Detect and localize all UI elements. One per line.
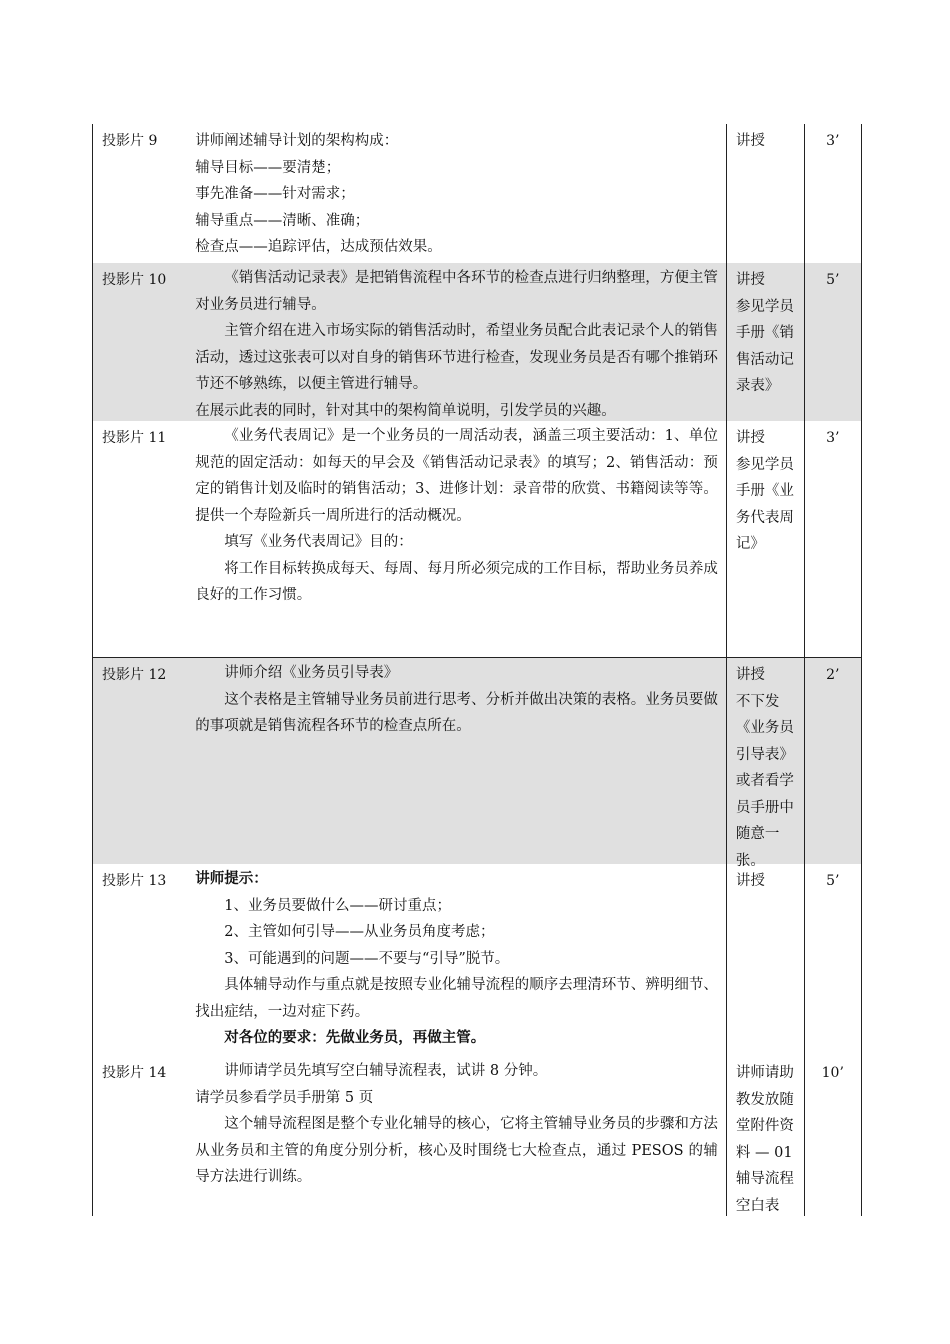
tips-heading: 讲师提示： (195, 870, 268, 887)
time-cell: 3’ (826, 133, 840, 149)
slide-label: 投影片 11 (102, 430, 167, 446)
table-row (93, 124, 861, 263)
slide-label: 投影片 14 (102, 1065, 167, 1081)
requirement-text: 对各位的要求：先做业务员，再做主管。 (224, 1029, 486, 1046)
table-row (93, 864, 861, 1056)
table-row (93, 658, 861, 869)
content-paragraph: 这个辅导流程图是整个专业化辅导的核心，它将主管辅导业务员的步骤和方法从业务员和主管的角度分别分析，核心及时围绕七大检查点，通过 PESOS 的辅导方法进行训练。 (195, 1116, 718, 1185)
method-cell: 讲授 不下发《业务员引导表》或者看学员手册中随意一张。 (727, 658, 805, 864)
method-cell: 讲授 参见学员手册《销售活动记录表》 (727, 263, 805, 421)
content-line: 讲师阐述辅导计划的架构构成： (195, 133, 399, 149)
time-cell: 5’ (826, 272, 840, 288)
method-cell: 讲授 参见学员手册《业务代表周记》 (727, 421, 805, 657)
time-cell: 10’ (821, 1065, 844, 1081)
content-cell (189, 864, 727, 1056)
time-cell: 2’ (826, 667, 840, 683)
content-cell (189, 421, 727, 657)
content-cell (189, 658, 727, 864)
content-paragraph: 这个表格是主管辅导业务员前进行思考、分析并做出决策的表格。业务员要做的事项就是销售流程各环节的检查点所在。 (195, 691, 718, 734)
content-paragraph: 具体辅导动作与重点就是按照专业化辅导流程的顺序去理清环节、辨明细节、找出症结，一边对症下药。 (195, 977, 718, 1020)
content-paragraph: 填写《业务代表周记》目的： (224, 534, 413, 550)
content-line: 3、可能遇到的问题——不要与“引导”脱节。 (224, 950, 510, 967)
content-paragraph: 讲师请学员先填写空白辅导流程表，试讲 8 分钟。 (224, 1063, 548, 1079)
table-row (93, 421, 861, 657)
content-line: 检查点——追踪评估，达成预估效果。 (195, 239, 442, 255)
content-paragraph: 主管介绍在进入市场实际的销售活动时，希望业务员配合此表记录个人的销售活动，透过这张表可以对自身的销售环节进行检查，发现业务员是否有哪个推销环节还不够熟练，以便主管进行辅导。 (195, 323, 718, 392)
slide-label: 投影片 9 (102, 133, 158, 149)
content-paragraph: 讲师介绍《业务员引导表》 (224, 665, 399, 681)
content-line: 事先准备——针对需求； (195, 186, 355, 202)
table-row (93, 1056, 861, 1216)
table-row (93, 263, 861, 421)
slide-label: 投影片 13 (102, 873, 167, 889)
time-cell: 5’ (826, 873, 840, 889)
content-line: 辅导目标——要清楚； (195, 159, 341, 176)
content-paragraph: 《销售活动记录表》是把销售流程中各环节的检查点进行归纳整理，方便主管对业务员进行辅导。 (195, 270, 718, 313)
content-paragraph: 在展示此表的同时，针对其中的架构简单说明，引发学员的兴趣。 (195, 402, 616, 419)
content-line: 辅导重点——清晰、准确； (195, 212, 370, 229)
lesson-plan-table (92, 124, 862, 1216)
content-cell (189, 263, 727, 421)
slide-label: 投影片 12 (102, 667, 167, 683)
content-cell (189, 124, 727, 263)
content-paragraph: 《业务代表周记》是一个业务员的一周活动表，涵盖三项主要活动：1、单位规范的固定活动：如每天的早会及《销售活动记录表》的填写；2、销售活动：预定的销售计划及临时的销售活动；3、进修计划：录音带的欣赏、书籍阅读等等。提供一个寿险新兵一周所进行的活动概况。 (195, 428, 718, 524)
slide-label: 投影片 10 (102, 272, 167, 288)
method-cell: 讲授 (727, 124, 805, 263)
time-cell: 3’ (826, 430, 840, 446)
method-cell: 讲授 (727, 864, 805, 1056)
content-line: 2、主管如何引导——从业务员角度考虑； (224, 924, 495, 940)
content-cell (189, 1056, 727, 1216)
content-line: 1、业务员要做什么——研讨重点； (224, 897, 451, 914)
content-paragraph: 将工作目标转换成每天、每周、每月所必须完成的工作目标，帮助业务员养成良好的工作习惯。 (195, 560, 718, 603)
method-cell: 讲师请助教发放随堂附件资料 — 01 辅导流程空白表 (727, 1056, 805, 1216)
content-paragraph: 请学员参看学员手册第 5 页 (195, 1089, 374, 1106)
